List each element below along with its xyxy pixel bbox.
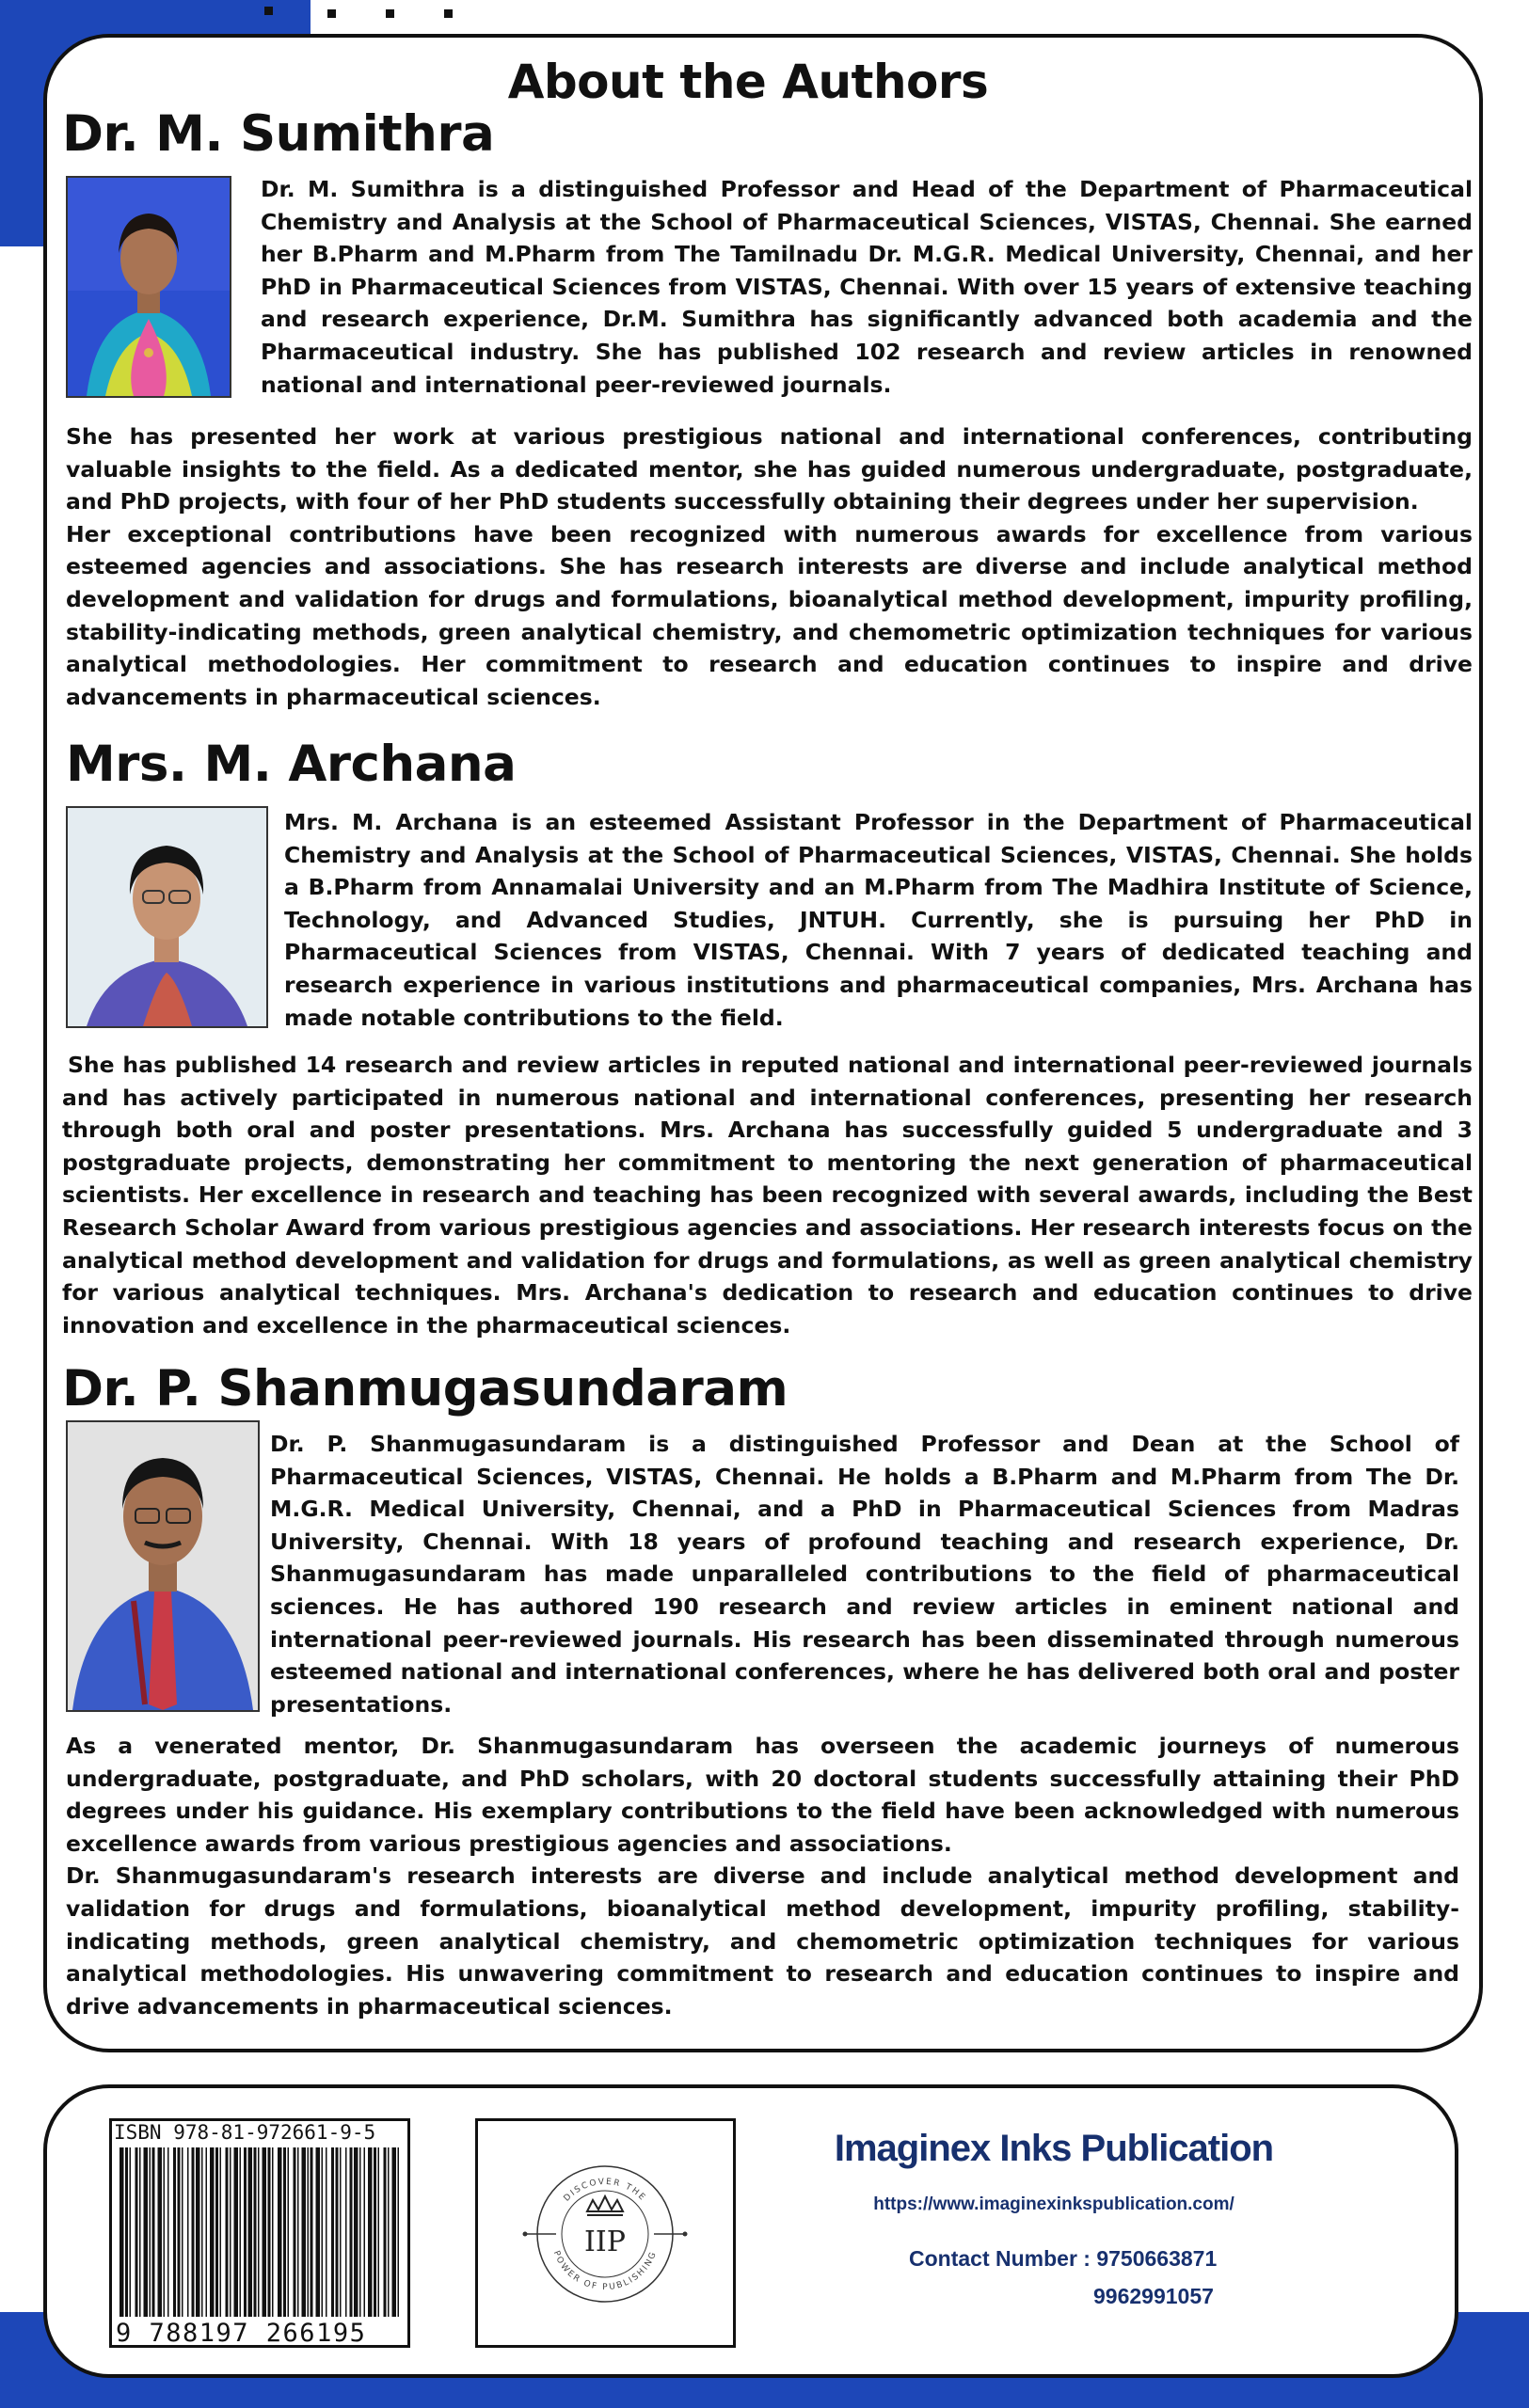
isbn-label: ISBN 978-81-972661-9-5 (114, 2121, 376, 2144)
barcode-bar (283, 2147, 286, 2317)
barcode-bars (119, 2147, 400, 2317)
barcode-bar (378, 2147, 380, 2317)
barcode-bar (144, 2147, 149, 2317)
contact-number-secondary: 9962991057 (1093, 2284, 1214, 2308)
barcode-bar (272, 2147, 274, 2317)
barcode-bar (139, 2147, 141, 2317)
author-name-sumithra: Dr. M. Sumithra (62, 105, 495, 163)
svg-text:POWER OF PUBLISHING: POWER OF PUBLISHING (550, 2249, 660, 2293)
barcode-bar (340, 2147, 342, 2317)
barcode-digits: 9 788197 266195 (116, 2319, 367, 2348)
barcode-bar (316, 2147, 321, 2317)
publisher-name: Imaginex Inks Publication (834, 2128, 1274, 2169)
author-bio-shanmugasundaram (66, 1730, 1459, 2022)
barcode-bar (196, 2147, 200, 2317)
barcode-bar (311, 2147, 313, 2317)
barcode-bar (368, 2147, 373, 2317)
barcode-bar (364, 2147, 366, 2317)
barcode-bar (178, 2147, 181, 2317)
barcode-bar (336, 2147, 339, 2317)
svg-text:IIP: IIP (584, 2226, 626, 2258)
barcode-bar (322, 2147, 324, 2317)
barcode-bar (135, 2147, 138, 2317)
bio-paragraph: She has presented her work at various prestigious national and international conferences, contributing valuable insights to the field. As a dedicated mentor, she has guided numerous undergraduate, postgraduate, and PhD projects, with four of her PhD students successfully obtaining their degrees under her supervision. (66, 423, 1473, 515)
svg-text:DISCOVER THE: DISCOVER THE (562, 2177, 648, 2204)
barcode-bar (150, 2147, 151, 2317)
barcode-bar (345, 2147, 347, 2317)
decorative-dot (264, 7, 273, 15)
publisher-url[interactable]: https://www.imaginexinkspublication.com/ (873, 2194, 1234, 2214)
author-photo-shanmugasundaram (66, 1420, 260, 1712)
author-name-shanmugasundaram: Dr. P. Shanmugasundaram (62, 1360, 788, 1418)
barcode-bar (263, 2147, 267, 2317)
barcode-bar (258, 2147, 260, 2317)
barcode-bar (294, 2147, 296, 2317)
author-photo-sumithra (66, 176, 231, 398)
barcode-bar (384, 2147, 387, 2317)
bio-paragraph: Dr. Shanmugasundaram's research interests are diverse and include analytical method development and validation for drugs and formulations, bioanalytical method development, impurity profiling, stability-indicating methods, green analytical chemistry, and chemometric optimization techniques for various analytical methodologies. His unwavering commitment to research and education continues to inspire and drive advancements in pharmaceutical sciences. (66, 1862, 1459, 2020)
barcode-bar (234, 2147, 239, 2317)
barcode-bar (192, 2147, 195, 2317)
barcode-bar (220, 2147, 222, 2317)
contact-number: Contact Number : 9750663871 (909, 2246, 1218, 2271)
author-intro-archana: Mrs. M. Archana is an esteemed Assistant Professor in the Department of Pharmaceutical Chemistry and Analysis at the School of Pharmaceutical Sciences, VISTAS, Chennai. She holds a B.Pharm from Annamalai University and an M.Pharm from The Madhira Institute of Science, Technology, and Advanced Studies, JNTUH. Currently, she is pursuing her PhD in Pharmaceutical Sciences from VISTAS, Chennai. With 7 years of dedicated teaching and research experience in various institutions and pharmaceutical companies, Mrs. Archana has made notable contributions to the field. (284, 809, 1473, 1031)
barcode-bar (374, 2147, 376, 2317)
author-name-archana: Mrs. M. Archana (66, 736, 517, 793)
barcode-bar (254, 2147, 257, 2317)
author-photo-archana (66, 806, 268, 1028)
barcode-bar (288, 2147, 290, 2317)
barcode-bar (215, 2147, 218, 2317)
author-bio-archana (62, 1049, 1473, 1341)
barcode-bar (158, 2147, 163, 2317)
decorative-dot (444, 9, 453, 18)
author-intro-sumithra: Dr. M. Sumithra is a distinguished Professor and Head of the Department of Pharmaceutical Chemistry and Analysis at the School of Pharmaceutical Sciences, VISTAS, Chennai. She earned her B.Pharm and M.Pharm from The Tamilnadu Dr. M.G.R. Medical University, Chennai, and her PhD in Pharmaceutical Sciences from VISTAS, Chennai. With over 15 years of extensive teaching and research experience, Dr.M. Sumithra has significantly advanced both academia and the Pharmaceutical industry. She has published 102 research and review articles in renowned national and international peer-reviewed journals. (261, 176, 1473, 398)
barcode-bar (331, 2147, 334, 2317)
isbn-barcode (109, 2118, 410, 2348)
author-intro-shanmugasundaram: Dr. P. Shanmugasundaram is a distinguished Professor and Dean at the School of Pharmaceutical Sciences, VISTAS, Chennai. He holds a B.Pharm and M.Pharm from The Dr. M.G.R. Medical University, Chennai, and a PhD in Pharmaceutical Sciences from Madras University, Chennai. With 18 years of profound teaching and research experience, Dr. Shanmugasundaram has made unparalleled contributions to the field of pharmaceutical sciences. He has authored 190 research and review articles in eminent national and international peer-reviewed journals. His research has been disseminated through numerous esteemed national and international conferences, where he has delivered both oral and poster presentations. (270, 1431, 1459, 1718)
barcode-bar (173, 2147, 176, 2317)
barcode-bar (164, 2147, 166, 2317)
barcode-bar (130, 2147, 132, 2317)
barcode-bar (226, 2147, 229, 2317)
barcode-bar (152, 2147, 155, 2317)
barcode-bar (244, 2147, 247, 2317)
barcode-bar (240, 2147, 242, 2317)
barcode-bar (326, 2147, 327, 2317)
barcode-bar (354, 2147, 358, 2317)
decorative-dot (386, 9, 394, 18)
barcode-bar (302, 2147, 307, 2317)
barcode-bar (201, 2147, 203, 2317)
decorative-dot (327, 9, 336, 18)
barcode-bar (388, 2147, 390, 2317)
barcode-bar (182, 2147, 183, 2317)
publisher-logo-icon (478, 2121, 733, 2345)
bio-paragraph: She has published 14 research and review articles in reputed national and international peer-reviewed journals and has actively participated in numerous national and international conferences, presenting her research through both oral and poster presentations. Mrs. Archana has successfully guided 5 undergraduate and 3 postgraduate projects, demonstrating her commitment to mentoring the next generation of pharmaceutical scientists. Her excellence in research and teaching has been recognized with several awards, including the Best Research Scholar Award from various prestigious agencies and associations. Her research interests focus on the analytical method development and validation for drugs and formulations, as well as green analytical chemistry for various analytical techniques. Mrs. Archana's dedication to research and education continues to drive innovation and excellence in the pharmaceutical sciences. (62, 1052, 1473, 1339)
barcode-bar (206, 2147, 208, 2317)
barcode-bar (125, 2147, 128, 2317)
barcode-bar (230, 2147, 231, 2317)
bio-paragraph: As a venerated mentor, Dr. Shanmugasundaram has overseen the academic journeys of numerous undergraduate, postgraduate, and PhD scholars, with 20 doctoral students successfully attaining their PhD degrees under his guidance. His exemplary contributions to the field have been acknowledged with numerous excellence awards from various prestigious agencies and associations. (66, 1733, 1459, 1857)
barcode-bar (350, 2147, 353, 2317)
publisher-logo-box (475, 2118, 736, 2348)
barcode-bar (248, 2147, 253, 2317)
barcode-bar (119, 2147, 124, 2317)
page-title: About the Authors (507, 55, 989, 109)
barcode-bar (398, 2147, 400, 2317)
barcode-bar (308, 2147, 310, 2317)
barcode-bar (392, 2147, 397, 2317)
barcode-bar (167, 2147, 169, 2317)
barcode-bar (187, 2147, 189, 2317)
barcode-bar (359, 2147, 361, 2317)
barcode-bar (297, 2147, 299, 2317)
barcode-bar (210, 2147, 215, 2317)
barcode-bar (268, 2147, 271, 2317)
author-bio-sumithra (66, 420, 1473, 713)
bio-paragraph: Her exceptional contributions have been recognized with numerous awards for excellence from various esteemed agencies and associations. She has research interests are diverse and include analytical method development and validation for drugs and formulations, bioanalytical method development, impurity profiling, stability-indicating methods, green analytical chemistry, and chemometric optimization techniques for various analytical methodologies. Her commitment to research and education continues to inspire and drive advancements in pharmaceutical sciences. (66, 520, 1473, 710)
barcode-bar (278, 2147, 282, 2317)
